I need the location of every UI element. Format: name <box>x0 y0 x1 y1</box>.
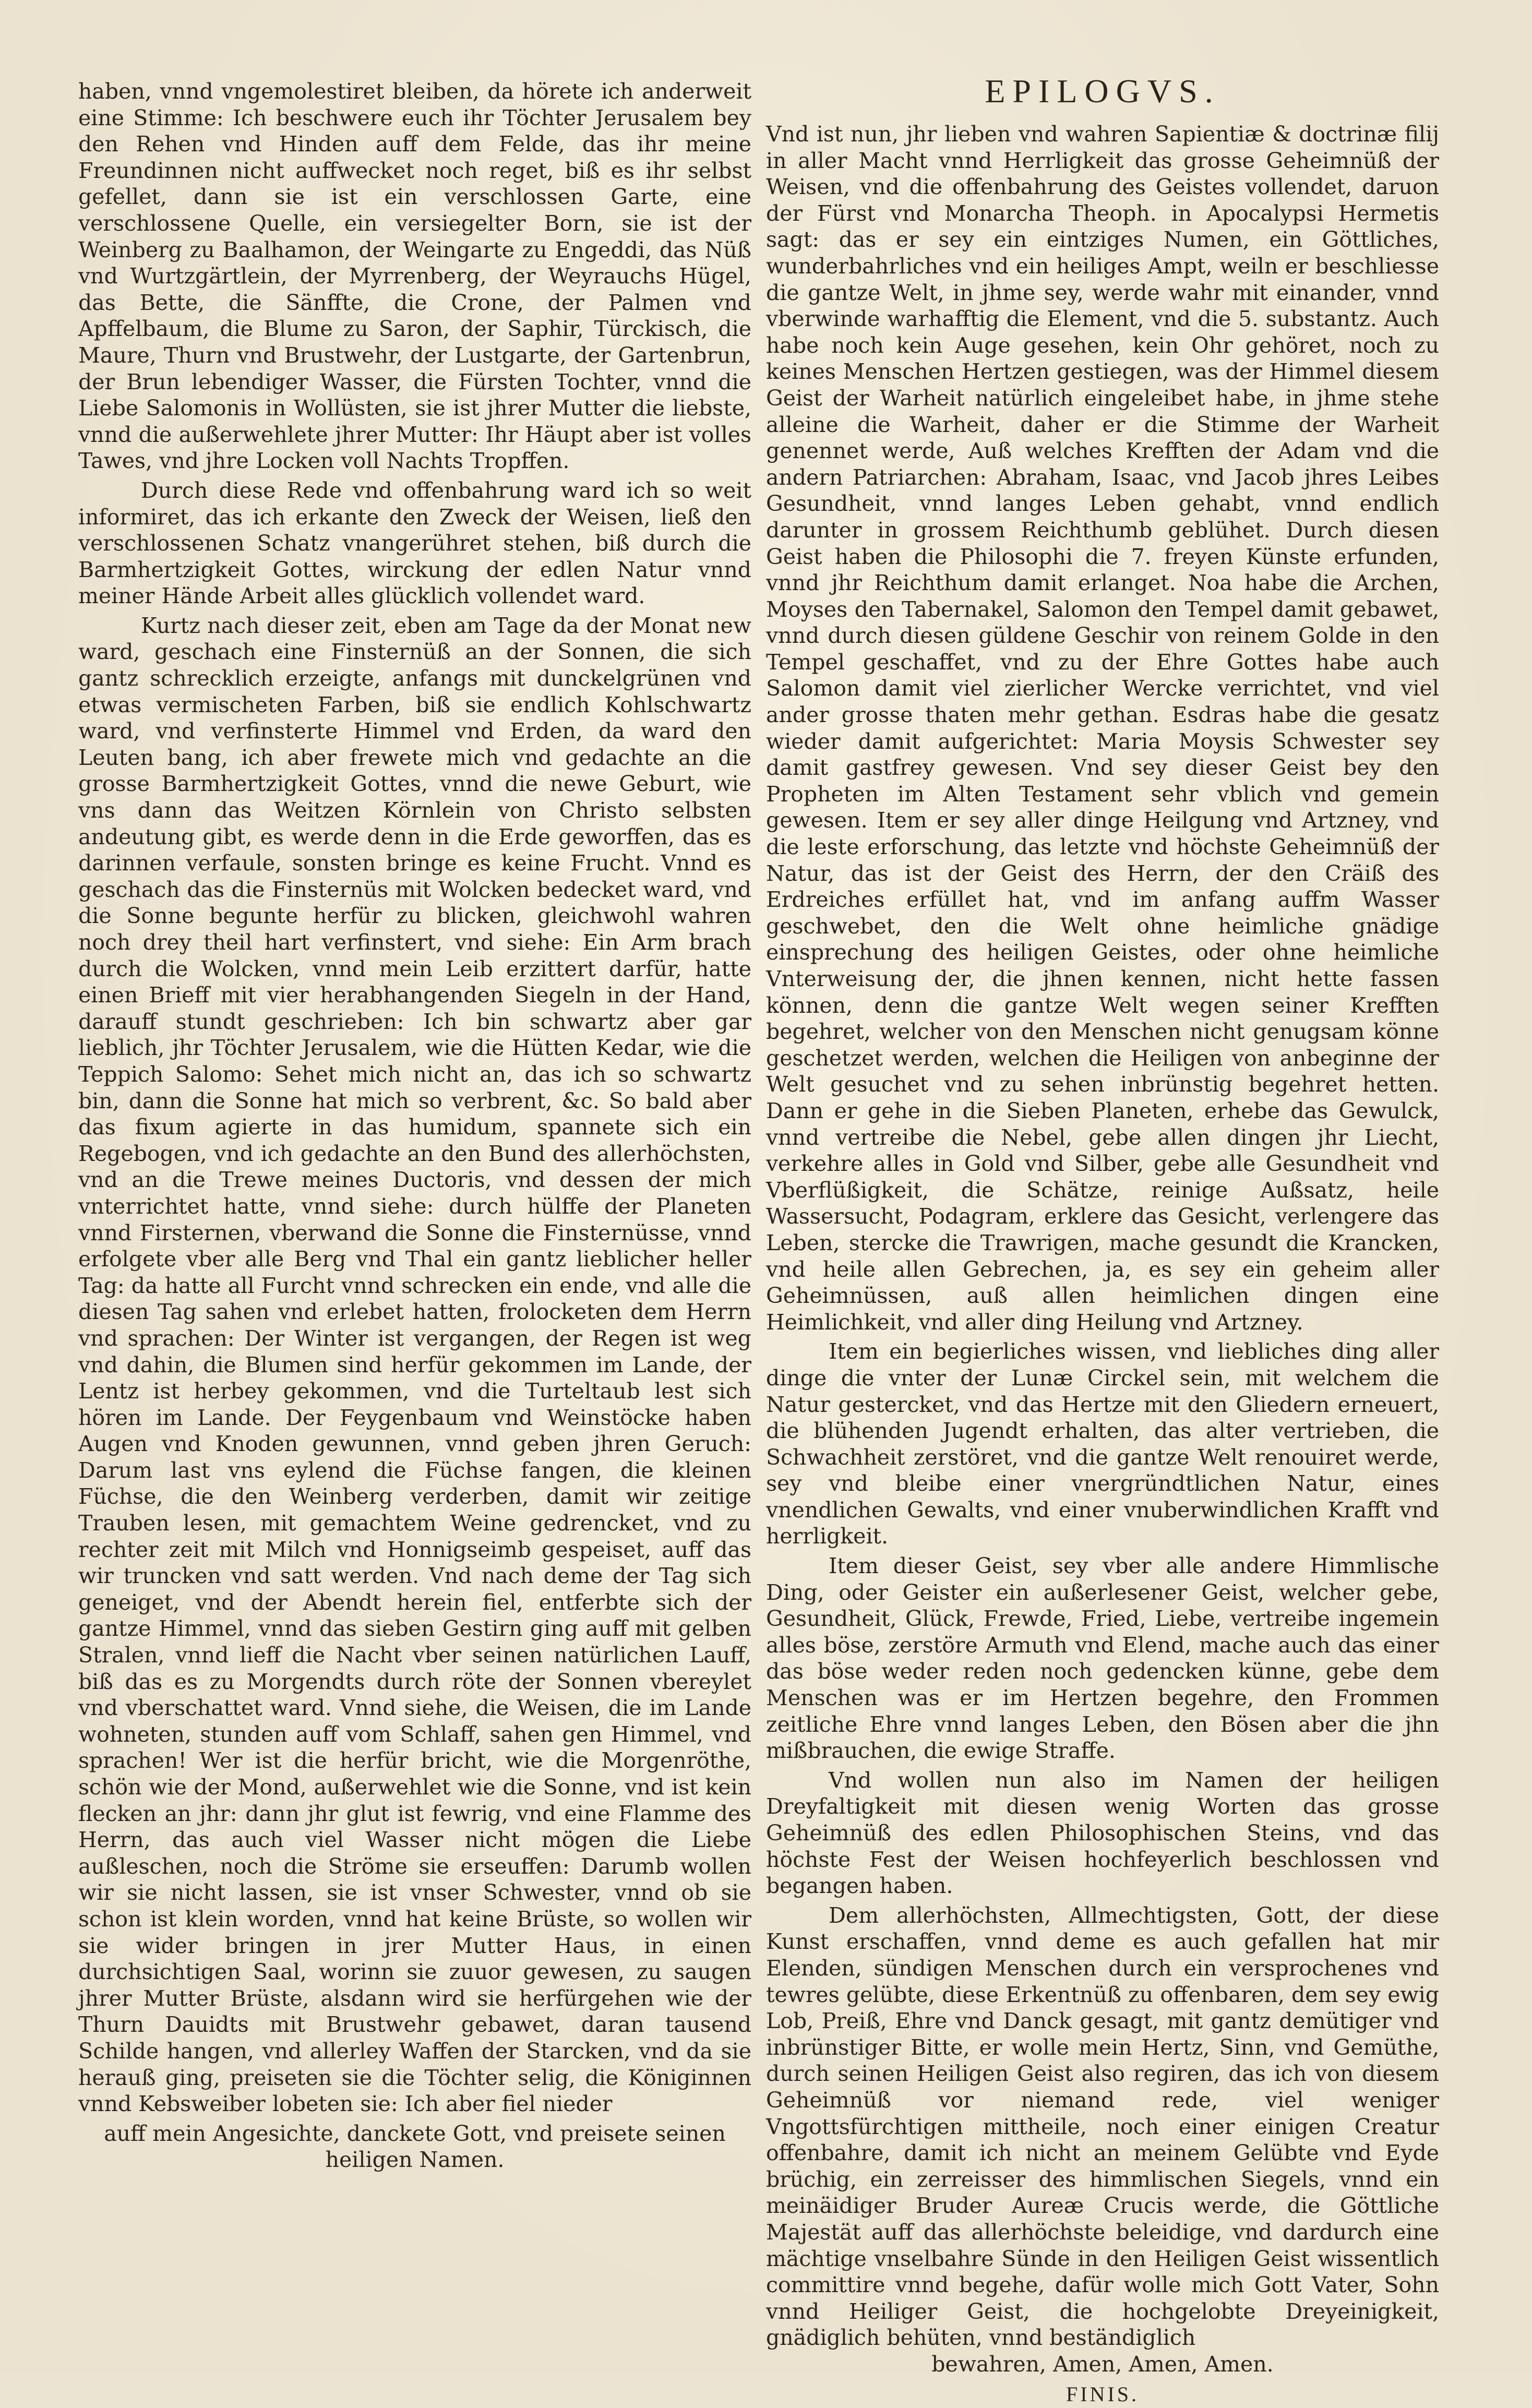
right-closing-line: bewahren, Amen, Amen, Amen. <box>931 2351 1274 2377</box>
epilogue-heading: EPILOGVS. <box>985 73 1220 110</box>
right-paragraph-4: Vnd wollen nun also im Namen der heiligen Dreyfaltigkeit mit diesen wenig Worten das grosse Geheimnüß des edlen Philosophischen Steins, vnd das höchste Fest der Weisen hochfeyerlich beschlossen vnd begangen haben. <box>766 1767 1439 1899</box>
left-closing-line-2: heiligen Namen. <box>325 2147 505 2173</box>
left-paragraph-2: Durch diese Rede vnd offenbahrung ward ich so weit informiret, das ich erkante den Zweck der Weisen, ließ den verschlossenen Schatz vnangerühret stehen, biß durch die Barmhertzigkeit Gottes, wirckung der edlen Natur vnnd meiner Hände Arbeit alles glücklich vollendet ward. <box>78 477 751 609</box>
left-paragraph-3: Kurtz nach dieser zeit, eben am Tage da der Monat new ward, geschach eine Finsternüß an der Sonnen, die sich gantz schrecklich erzeigte, anfangs mit dunckelgrünen vnd etwas vermischeten Farben, biß sie endlich Kohlschwartz ward, vnd verfinsterte Himmel vnd Erden, da ward den Leuten bang, ich aber frewete mich vnd gedachte an die grosse Barmhertzigkeit Gottes, vnnd die newe Geburt, wie vns dann das Weitzen Körnlein von Christo selbsten andeutung gibt, es werde denn in die Erde geworffen, das es darinnen verfaule, sonsten bringe es keine Frucht. Vnnd es geschach das die Finsternüs mit Wolcken bedecket ward, vnd die Sonne begunte herfür zu blicken, gleichwohl wahren noch drey theil hart verfinstert, vnd siehe: Ein Arm brach durch die Wolcken, vnnd mein Leib erzittert darfür, hatte einen Brieff mit vier herabhangenden Siegeln in der Hand, darauff stundt geschrieben: Ich bin schwartz aber gar lieblich, jhr Töchter Jerusalem, wie die Hütten Kedar, wie die Teppich Salomo: Sehet mich nicht an, das ich so schwartz bin, dann die Sonne hat mich so verbrent, &c. So bald aber das fixum agierte in das humidum, spannete sich ein Regebogen, vnd ich gedachte an den Bund des allerhöchsten, vnd an die Trewe meines Ductoris, vnd dessen der mich vnterrichtet hatte, vnnd siehe: durch hülffe der Planeten vnnd Firsternen, vberwand die Sonne die Finsternüsse, vnnd erfolgete vber alle Berg vnd Thal ein gantz lieblicher heller Tag: da hatte all Furcht vnnd schrecken ein ende, vnd alle die diesen Tag sahen vnd erlebet hatten, frolocketen dem Herrn vnd sprachen: Der Winter ist vergangen, der Regen ist weg vnd dahin, die Blumen sind herfür gekommen im Lande, der Lentz ist herbey gekommen, vnd die Turteltaub lest sich hören im Lande. Der Feygenbaum vnd Weinstöcke haben Augen vnd Knoden gewunnen, vnnd geben jhren Geruch: Darum last vns eylend die Füchse fangen, die kleinen Füchse, die den Weinberg verderben, damit wir zeitige Trauben lesen, mit gemachtem Weine gedrencket, vnd zu rechter zeit mit Milch vnd Honnigseimb gespeiset, auff das wir truncken vnd satt werden. Vnd nach deme der Tag sich geneiget, vnd der Abendt herein fiel, entferbte sich der gantze Himmel, vnnd das sieben Gestirn ging auff mit gelben Stralen, vnnd lieff die Nacht vber seinen natürlichen Lauff, biß das es zu Morgendts durch röte der Sonnen vbereylet vnd vberschattet ward. Vnnd siehe, die Weisen, die im Lande wohneten, stunden auff vom Schlaff, sahen gen Himmel, vnd sprachen! Wer ist die herfür bricht, wie die Morgenröthe, schön wie der Mond, außerwehlet wie die Sonne, vnd ist kein flecken an jhr: dann jhr glut ist fewrig, vnd eine Flamme des Herrn, das auch viel Wasser nicht mögen die Liebe außleschen, noch die Ströme sie erseuffen: Darumb wollen wir sie nicht lassen, sie ist vnser Schwester, vnnd ob sie schon ist klein worden, vnnd hat keine Brüste, so wollen wir sie wider bringen in jrer Mutter Haus, in einen durchsichtigen Saal, worinn sie zuuor gewesen, zu saugen jhrer Mutter Brüste, alsdann wird sie herfürgehen wie der Thurn Dauidts mit Brustwehr gebawet, daran tausend Schilde hangen, vnd allerley Waffen der Starcken, vnd da sie herauß ging, preiseten sie die Töchter selig, die Königinnen vnnd Kebsweiber lobeten sie: Ich aber fiel nieder <box>78 613 751 2117</box>
right-paragraph-2: Item ein begierliches wissen, vnd liebliches ding aller dinge die vnter der Lunæ Circkel sein, mit welchem die Natur gestercket, vnd das Hertze mit den Gliedern erneuert, die blühenden Jugendt erhalten, das alter vertrieben, die Schwachheit zerstöret, vnd die gantze Welt renouiret werde, sey vnd bleibe einer vnergründtlichen Natur, eines vnendlichen Gewalts, vnd einer vnuberwindlichen Krafft vnd herrligkeit. <box>766 1339 1439 1549</box>
finis-label: FINIS. <box>1066 2382 1140 2406</box>
left-column <box>78 78 751 2176</box>
right-paragraph-1: Vnd ist nun, jhr lieben vnd wahren Sapientiæ & doctrinæ filij in aller Macht vnnd Herrligkeit das grosse Geheimnüß der Weisen, vnd die offenbahrung des Geistes vollendet, daruon der Fürst vnd Monarcha Theoph. in Apocalypsi Hermetis sagt: das er sey ein eintziges Numen, ein Göttliches, wunderbahrliches vnd ein heiliges Ampt, weiln er beschliesse die gantze Welt, in jhme sey, werde wahr mit einander, vnnd vberwinde warhafftig die Element, vnd die 5. substantz. Auch habe noch kein Auge gesehen, kein Ohr gehöret, noch zu keines Menschen Hertzen gestiegen, was der Himmel diesem Geist der Warheit natürlich eingeleibet habe, in jhme stehe alleine die Warheit, daher er die Stimme der Warheit genennet werde, Auß welches Krefften der Adam vnd die andern Patriarchen: Abraham, Isaac, vnd Jacob jhres Leibes Gesundheit, vnnd langes Leben gehabt, vnnd endlich darunter in grossem Reichthumb geblühet. Durch diesen Geist haben die Philosophi die 7. freyen Künste erfunden, vnnd jhr Reichthum damit erlanget. Noa habe die Archen, Moyses den Tabernakel, Salomon den Tempel damit gebawet, vnnd durch diesen güldene Geschir von reinem Golde in den Tempel geschaffet, vnd zu der Ehre Gottes habe auch Salomon damit viel zierlicher Wercke verrichtet, vnd viel ander grosse thaten mehr gethan. Esdras habe die gesatz wieder damit aufgerichtet: Maria Moysis Schwester sey damit gastfrey gewesen. Vnd sey dieser Geist bey den Propheten im Alten Testament sehr vblich vnd gemein gewesen. Item er sey aller dinge Heilgung vnd Artzney, vnd die leste erforschung, das letzte vnd höchste Geheimnüß der Natur, das ist der Geist des Herrn, der den Cräiß des Erdreiches erfüllet hat, vnd im anfang auffm Wasser geschwebet, den die Welt ohne heimliche gnädige einsprechung des heiligen Geistes, oder ohne heimliche Vnterweisung der, die jhnen kennen, nicht hette fassen können, denn die gantze Welt wegen seiner Krefften begehret, welcher von den Menschen nicht genugsam könne geschetzet werden, welchen die Heiligen von anbeginne der Welt gesuchet vnd zu sehen inbrünstig begehret hetten. Dann er gehe in die Sieben Planeten, erhebe das Gewulck, vnnd vertreibe die Nebel, gebe allen dingen jhr Liecht, verkehre alles in Gold vnd Silber, gebe alle Gesundheit vnd Vberflüßigkeit, die Schätze, reinige Außsatz, heile Wassersucht, Podagram, erklere das Gesicht, verlengere das Leben, stercke die Trawrigen, mache gesundt die Krancken, vnd heile allen Gebrechen, ja, es sey ein geheim aller Geheimnüssen, auß allen heimlichen dingen eine Heimlichkeit, vnd aller ding Heilung vnd Artzney. <box>766 122 1439 1335</box>
left-paragraph-1: haben, vnnd vngemolestiret bleiben, da hörete ich anderweit eine Stimme: Ich beschwere euch ihr Töchter Jerusalem bey den Rehen vnd Hinden auff dem Felde, das ihr meine Freundinnen nicht auffwecket noch reget, biß es ihr selbst gefellet, dann sie ist ein verschlossen Garte, eine verschlossene Quelle, ein versiegelter Born, sie ist der Weinberg zu Baalhamon, der Weingarte zu Engeddi, das Nüß vnd Wurtzgärtlein, der Myrrenberg, der Weyrauchs Hügel, das Bette, die Sänffte, die Crone, der Palmen vnd Apffelbaum, die Blume zu Saron, der Saphir, Türckisch, die Maure, Thurn vnd Brustwehr, der Lustgarte, der Gartenbrun, der Brun lebendiger Wasser, die Fürsten Tochter, vnnd die Liebe Salomonis in Wollüsten, sie ist jhrer Mutter die liebste, vnnd die außerwehlete jhrer Mutter: Ihr Häupt aber ist volles Tawes, vnd jhre Locken voll Nachts Tropffen. <box>78 79 751 474</box>
right-column <box>766 73 1439 2408</box>
right-paragraph-3: Item dieser Geist, sey vber alle andere Himmlische Ding, oder Geister ein außerlesener Geist, welcher gebe, Gesundheit, Glück, Frewde, Fried, Liebe, vertreibe ingemein alles böse, zerstöre Armuth vnd Elend, mache auch das einer das böse weder reden noch gedencken künne, gebe dem Menschen was er im Hertzen begehre, den Frommen zeitliche Ehre vnnd langes Leben, den Bösen aber die jhn mißbrauchen, die ewige Straffe. <box>766 1553 1439 1764</box>
left-closing-line-1: auff mein Angesichte, danckete Gott, vnd preisete seinen <box>104 2121 726 2146</box>
right-paragraph-5: Dem allerhöchsten, Allmechtigsten, Gott, der diese Kunst erschaffen, vnnd deme es auch gefallen hat mir Elenden, sündigen Menschen durch ein versprochenes vnd tewres gelübte, diese Erkentnüß zu offenbaren, dem sey ewig Lob, Preiß, Ehre vnd Danck gesagt, mit gantz demütiger vnd inbrünstiger Bitte, er wolle mein Hertz, Sinn, vnd Gemüthe, durch seinen Heiligen Geist also regiren, das ich von diesem Geheimnüß vor niemand rede, viel weniger Vngottsfürchtigen mittheile, noch einer einigen Creatur offenbahre, damit ich nicht an meinem Gelübte vnd Eyde brüchig, ein zerreisser des himmlischen Siegels, vnnd ein meinäidiger Bruder Aureæ Crucis werde, die Göttliche Majestät auff das allerhöchste beleidige, vnd dardurch eine mächtige vnselbahre Sünde in den Heiligen Geist wissentlich committire vnnd begehe, dafür wolle mich Gott Vater, Sohn vnnd Heiliger Geist, die hochgelobte Dreyeinigkeit, gnädiglich behüten, vnnd beständiglich <box>766 1902 1439 2351</box>
